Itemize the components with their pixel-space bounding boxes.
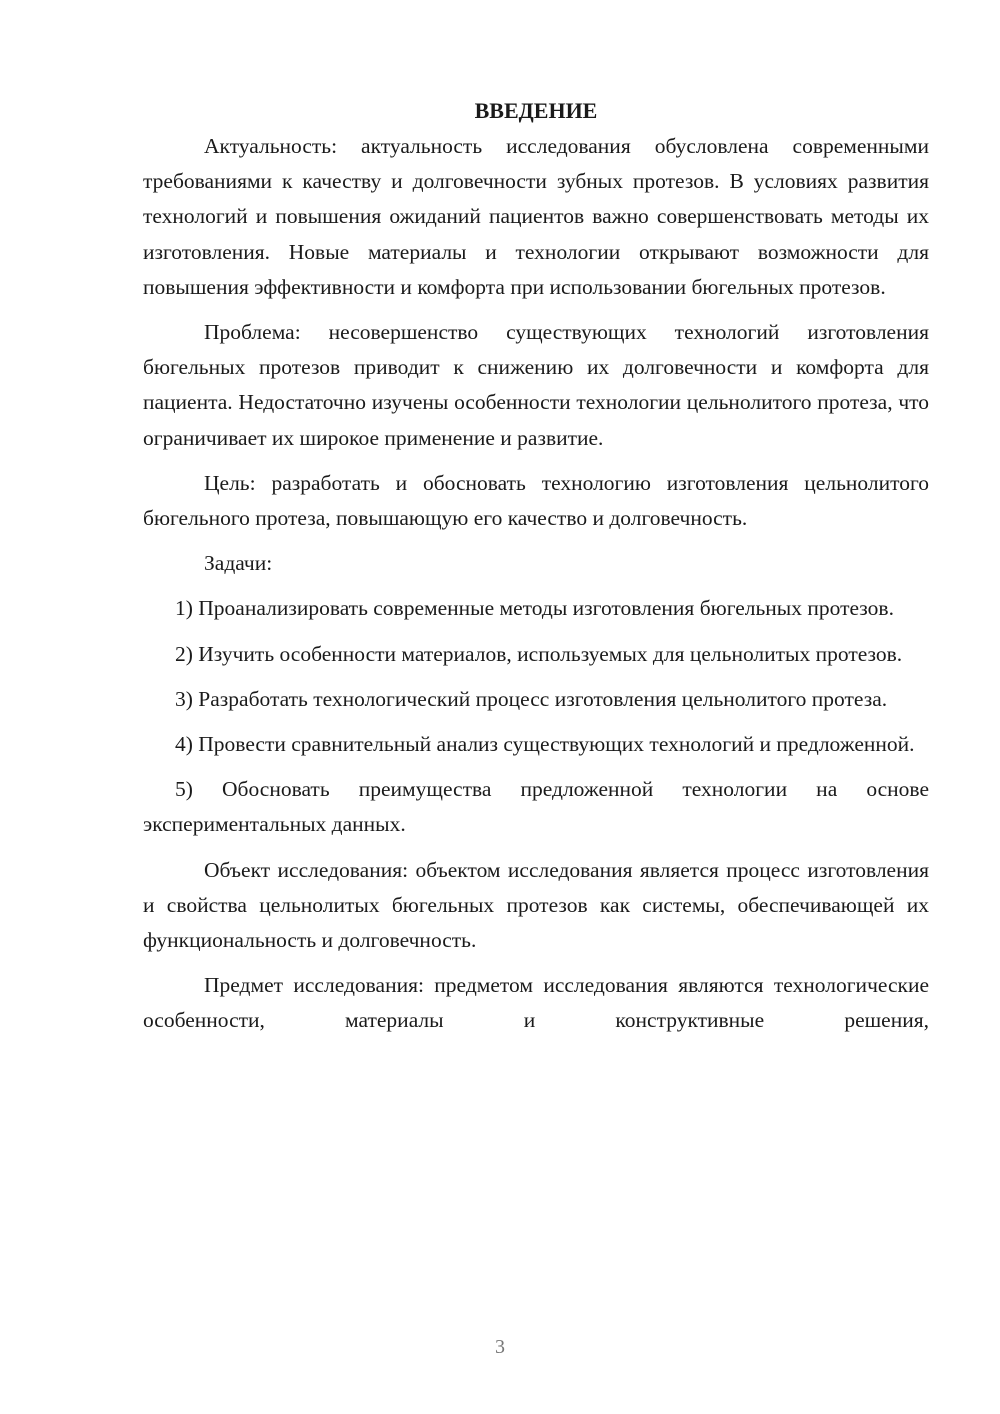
- relevance-paragraph: Актуальность: актуальность исследования обусловлена современными требованиями к качеству и долговечности зубных протезов. В условиях развития технологий и повышения ожиданий пациентов важно совершенствовать методы их изготовления. Новые материалы и технологии открывают возможности для повышения эффективности и комфорта при использовании бюгельных протезов.: [143, 134, 929, 299]
- task-item-4: 4) Провести сравнительный анализ существующих технологий и предложенной.: [175, 732, 915, 757]
- problem-paragraph: Проблема: несовершенство существующих технологий изготовления бюгельных протезов приводит к снижению их долговечности и комфорта для пациента. Недостаточно изучены особенности технологии цельнолитого протеза, что ограничивает их широкое применение и развитие.: [143, 320, 929, 450]
- tasks-heading: Задачи:: [204, 551, 273, 576]
- task-item-3: 3) Разработать технологический процесс изготовления цельнолитого протеза.: [175, 686, 888, 711]
- subject-paragraph: Предмет исследования: предметом исследования являются технологические особенности, материалы и конструктивные решения,: [143, 973, 929, 1033]
- task-item-5: 5) Обосновать преимущества предложенной технологии на основе экспериментальных данных.: [143, 777, 929, 837]
- goal-paragraph: Цель: разработать и обосновать технологию изготовления цельнолитого бюгельного протеза, повышающую его качество и долговечность.: [143, 470, 929, 531]
- task-item-1: 1) Проанализировать современные методы изготовления бюгельных протезов.: [175, 596, 894, 621]
- page-title: ВВЕДЕНИЕ: [474, 98, 598, 123]
- task-item-2: 2) Изучить особенности материалов, используемых для цельнолитых протезов.: [175, 641, 903, 666]
- object-paragraph: Объект исследования: объектом исследования является процесс изготовления и свойства цельнолитых бюгельных протезов как системы, обеспечивающей их функциональность и долговечность.: [143, 857, 929, 953]
- document-page: [143, 96, 929, 1049]
- page-number: 3: [495, 1336, 505, 1358]
